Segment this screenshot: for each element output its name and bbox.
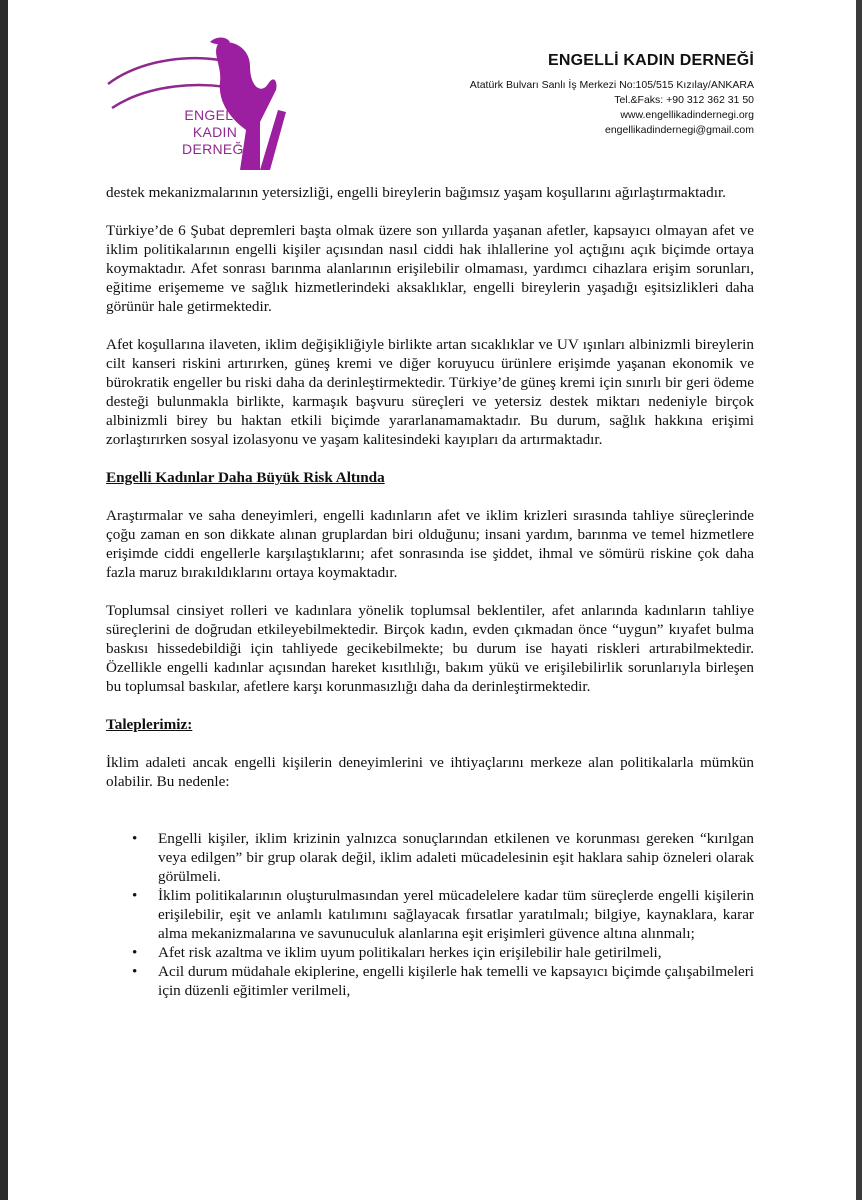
paragraph-1: destek mekanizmalarının yetersizliği, engelli bireylerin bağımsız yaşam koşullarını ağırlaştırmaktadır. — [106, 184, 726, 201]
list-item — [106, 886, 754, 943]
demand-text: Afet risk azaltma ve iklim uyum politikaları herkes için erişilebilir hale getirilmeli, — [158, 944, 662, 961]
paragraph-5: Toplumsal cinsiyet rolleri ve kadınlara yönelik toplumsal beklentiler, afet anlarında kadınların tahliye süreçlerini de doğrudan etkileyebilmektedir. Birçok kadın, evden çıkmadan önce “uygun” kıyafet bulma baskısı hissedebildiği için tahliyede gecikebilmekte; bu durum ise hayati riskleri artırabilmektedir. Özellikle engelli kadınlar açısından hareket kısıtlılığı, bakım yükü ve erişilebilirlik sorunlarıyla birleşen bu toplumsal baskılar, afetlere karşı korunmasızlığı daha da derinleştirmektedir. — [106, 602, 754, 695]
organization-website: www.engellikadindernegi.org — [620, 109, 754, 121]
section-heading-risk: Engelli Kadınlar Daha Büyük Risk Altında — [106, 469, 385, 486]
paragraph-4: Araştırmalar ve saha deneyimleri, engelli kadınların afet ve iklim krizleri sırasında tahliye süreçlerinde çoğu zaman en son dikkate alınan gruplardan biri olduğunu; insani yardım, barınma ve temel hizmetlere erişimde ciddi engellerle karşılaştıklarını; afet sonrasında ise şiddet, ihmal ve sömürü riskine çok daha fazla maruz bırakıldıklarını ortaya koymaktadır. — [106, 507, 754, 581]
logo-line-2: KADIN — [192, 124, 238, 140]
list-item — [106, 962, 754, 1000]
page-edge-left — [0, 0, 8, 1200]
logo-line-3: DERNEĞİ — [182, 141, 248, 157]
organization-address: Atatürk Bulvarı Sanlı İş Merkezi No:105/515 Kızılay/ANKARA — [469, 79, 754, 91]
demands-list — [106, 829, 754, 1000]
organization-name: ENGELLİ KADIN DERNEĞİ — [548, 52, 754, 69]
demand-text: Acil durum müdahale ekiplerine, engelli kişilerle hak temelli ve kapsayıcı biçimde çalışabilmeleri için düzenli eğitimler verilmeli, — [158, 963, 754, 999]
bullet-icon: • — [132, 963, 138, 980]
letterhead-contact — [470, 52, 754, 138]
document-body — [106, 183, 754, 1000]
paragraph-6: İklim adaleti ancak engelli kişilerin deneyimlerini ve ihtiyaçlarını merkeze alan politikalarla mümkün olabilir. Bu nedenle: — [106, 754, 754, 790]
demand-text: İklim politikalarının oluşturulmasından yerel mücadelelere kadar tüm süreçlerde engelli kişilerin erişilebilir, eşit ve anlamlı katılımını sağlayacak fırsatlar yaratılmalı; bilgiye, kaynaklara, karar alma mekanizmalarına ve savunuculuk alanlarına eşit erişimleri güvence altına alınmalı; — [158, 887, 754, 942]
bullet-icon: • — [132, 887, 138, 904]
paragraph-2: Türkiye’de 6 Şubat depremleri başta olmak üzere son yıllarda yaşanan afetler, kapsayıcı olmayan afet ve iklim politikalarının engelli kişiler açısından nasıl ciddi hak ihlallerine yol açtığını açık biçimde ortaya koymaktadır. Afet sonrası barınma alanlarının erişilebilir olmaması, yardımcı cihazlara erişim sorunları, eğitime erişememe ve sağlık hizmetlerindeki aksaklıklar, engelli bireylerin yaşadığı eşitsizlikleri daha görünür hale getirmektedir. — [106, 222, 754, 315]
demand-text: Engelli kişiler, iklim krizinin yalnızca sonuçlarından etkilenen ve korunması gereken “kırılgan veya edilgen” bir grup olarak değil, iklim adaleti mücadelesinin eşit haklara sahip özneleri olarak görülmeli. — [158, 830, 754, 885]
logo-line-1: ENGELLİ — [184, 107, 246, 123]
organization-email: engellikadindernegi@gmail.com — [605, 124, 754, 136]
logo-wordmark — [150, 107, 280, 158]
bullet-icon: • — [132, 830, 138, 847]
page-edge-right — [856, 0, 862, 1200]
bullet-icon: • — [132, 944, 138, 961]
organization-phone: Tel.&Faks: +90 312 362 31 50 — [614, 94, 754, 106]
section-heading-demands: Taleplerimiz: — [106, 716, 193, 733]
list-item — [106, 829, 754, 886]
paragraph-3: Afet koşullarına ilaveten, iklim değişikliğiyle birlikte artan sıcaklıklar ve UV ışınları albinizmli bireylerin cilt kanseri riskini artırırken, güneş kremi ve diğer koruyucu ürünlere erişimde yaşanan ekonomik ve bürokratik engeller bu riski daha da derinleştirmektedir. Türkiye’de güneş kremi için sınırlı bir geri ödeme desteği bulunmakla birlikte, karmaşık başvuru süreçleri ve yetersiz destek miktarı nedeniyle birçok albinizmli birey bu haktan etkili biçimde yararlanamamaktadır. Bu durum, sağlık hakkına erişimi zorlaştırırken sosyal izolasyonu ve yaşam kalitesindeki kayıpları da artırmaktadır. — [106, 336, 754, 448]
list-item — [106, 943, 754, 962]
